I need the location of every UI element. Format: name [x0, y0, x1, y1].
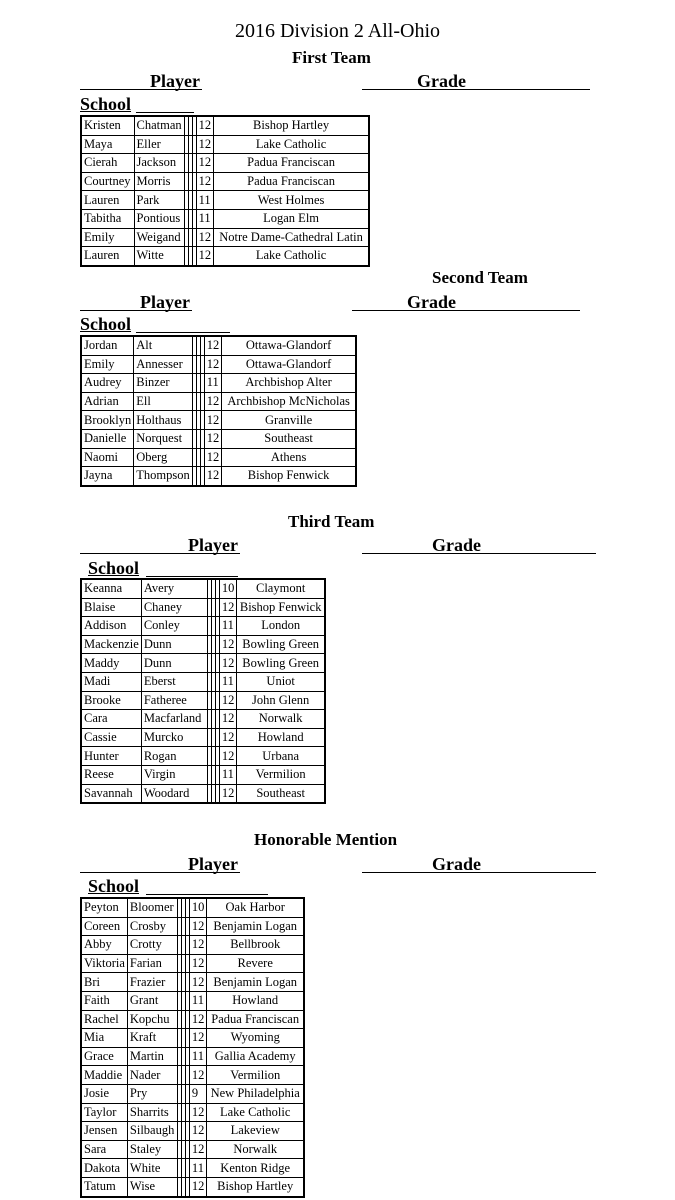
school-header: School: [80, 314, 132, 334]
table-row: [81, 672, 325, 691]
school-cell: Logan Elm: [214, 209, 369, 228]
last-name-cell: Kopchu: [127, 1010, 177, 1029]
section-title-second-team: Second Team: [432, 268, 528, 287]
last-name-cell: Crosby: [127, 917, 177, 936]
school-header: School: [80, 94, 132, 114]
grade-cell: 12: [196, 116, 214, 135]
grade-cell: 12: [196, 135, 214, 154]
school-cell: Granville: [222, 411, 356, 430]
first-name-cell: Audrey: [81, 374, 134, 393]
grade-cell: 12: [189, 1103, 207, 1122]
last-name-cell: Park: [134, 191, 184, 210]
school-cell: Claymont: [237, 579, 325, 598]
last-name-cell: Dunn: [141, 654, 207, 673]
school-cell: Notre Dame-Cathedral Latin: [214, 228, 369, 247]
school-cell: Vermilion: [207, 1066, 304, 1085]
table-row: [81, 172, 369, 191]
first-name-cell: Addison: [81, 617, 141, 636]
section-title-third-team: Third Team: [288, 512, 375, 531]
school-cell: Bishop Hartley: [214, 116, 369, 135]
school-cell: Bishop Fenwick: [222, 467, 356, 486]
school-cell: Lake Catholic: [207, 1103, 304, 1122]
last-name-cell: Virgin: [141, 765, 207, 784]
grade-cell: 12: [189, 1010, 207, 1029]
player-header: Player: [150, 71, 200, 91]
third-team-table: [80, 578, 326, 804]
last-name-cell: Pontious: [134, 209, 184, 228]
last-name-cell: Eller: [134, 135, 184, 154]
first-name-cell: Bri: [81, 973, 127, 992]
grade-header: Grade: [407, 292, 456, 312]
grade-cell: 12: [189, 917, 207, 936]
table-row: [81, 1047, 304, 1066]
first-name-cell: Cara: [81, 710, 141, 729]
table-row: [81, 392, 356, 411]
first-name-cell: Emily: [81, 228, 134, 247]
last-name-cell: Thompson: [134, 467, 192, 486]
first-name-cell: Grace: [81, 1047, 127, 1066]
table-row: [81, 765, 325, 784]
first-name-cell: Lauren: [81, 247, 134, 266]
table-row: [81, 336, 356, 355]
school-cell: Norwalk: [207, 1140, 304, 1159]
first-name-cell: Emily: [81, 355, 134, 374]
table-row: [81, 1084, 304, 1103]
grade-cell: 12: [189, 1066, 207, 1085]
player-header: Player: [188, 854, 238, 874]
grade-cell: 12: [204, 336, 222, 355]
school-header-underline: [136, 331, 230, 333]
grade-cell: 11: [204, 374, 222, 393]
first-name-cell: Madi: [81, 672, 141, 691]
grade-cell: 12: [204, 411, 222, 430]
school-cell: Bellbrook: [207, 936, 304, 955]
first-name-cell: Taylor: [81, 1103, 127, 1122]
school-cell: Oak Harbor: [207, 898, 304, 917]
table-row: [81, 954, 304, 973]
grade-cell: 12: [219, 747, 237, 766]
first-name-cell: Naomi: [81, 448, 134, 467]
player-header: Player: [188, 535, 238, 555]
grade-cell: 11: [219, 765, 237, 784]
grade-cell: 12: [219, 710, 237, 729]
grade-header: Grade: [432, 854, 481, 874]
first-name-cell: Jayna: [81, 467, 134, 486]
last-name-cell: Staley: [127, 1140, 177, 1159]
school-cell: Revere: [207, 954, 304, 973]
last-name-cell: Alt: [134, 336, 192, 355]
last-name-cell: Oberg: [134, 448, 192, 467]
school-cell: Uniot: [237, 672, 325, 691]
school-header-underline: [146, 893, 268, 895]
last-name-cell: Conley: [141, 617, 207, 636]
table-row: [81, 154, 369, 173]
grade-cell: 12: [219, 598, 237, 617]
school-cell: Lake Catholic: [214, 135, 369, 154]
school-cell: West Holmes: [214, 191, 369, 210]
table-row: [81, 710, 325, 729]
grade-cell: 12: [204, 448, 222, 467]
last-name-cell: Grant: [127, 991, 177, 1010]
first-name-cell: Brooke: [81, 691, 141, 710]
table-row: [81, 374, 356, 393]
section-title-first-team: First Team: [292, 48, 371, 67]
grade-cell: 12: [219, 635, 237, 654]
table-row: [81, 209, 369, 228]
grade-cell: 12: [196, 154, 214, 173]
first-name-cell: Blaise: [81, 598, 141, 617]
last-name-cell: Eberst: [141, 672, 207, 691]
school-header: School: [88, 558, 140, 578]
first-name-cell: Coreen: [81, 917, 127, 936]
first-name-cell: Mia: [81, 1029, 127, 1048]
last-name-cell: Wise: [127, 1177, 177, 1196]
table-row: [81, 1103, 304, 1122]
school-cell: Archbishop McNicholas: [222, 392, 356, 411]
grade-cell: 11: [219, 672, 237, 691]
school-cell: Padua Franciscan: [214, 154, 369, 173]
last-name-cell: Witte: [134, 247, 184, 266]
last-name-cell: Chaney: [141, 598, 207, 617]
last-name-cell: Annesser: [134, 355, 192, 374]
grade-cell: 12: [219, 784, 237, 803]
grade-cell: 12: [196, 172, 214, 191]
school-cell: Bishop Hartley: [207, 1177, 304, 1196]
table-row: [81, 116, 369, 135]
table-row: [81, 579, 325, 598]
last-name-cell: Frazier: [127, 973, 177, 992]
table-row: [81, 1010, 304, 1029]
table-row: [81, 1066, 304, 1085]
school-cell: Southeast: [237, 784, 325, 803]
table-row: [81, 691, 325, 710]
last-name-cell: Fatheree: [141, 691, 207, 710]
first-name-cell: Faith: [81, 991, 127, 1010]
last-name-cell: Silbaugh: [127, 1122, 177, 1141]
school-cell: John Glenn: [237, 691, 325, 710]
last-name-cell: Ell: [134, 392, 192, 411]
grade-cell: 11: [189, 991, 207, 1010]
section-title-honorable-mention: Honorable Mention: [254, 830, 398, 849]
school-cell: Wyoming: [207, 1029, 304, 1048]
grade-header-underline: [362, 88, 590, 90]
table-row: [81, 728, 325, 747]
school-cell: Kenton Ridge: [207, 1159, 304, 1178]
grade-cell: 12: [196, 228, 214, 247]
last-name-cell: Pry: [127, 1084, 177, 1103]
grade-cell: 12: [204, 467, 222, 486]
first-name-cell: Tatum: [81, 1177, 127, 1196]
school-cell: Padua Franciscan: [214, 172, 369, 191]
last-name-cell: White: [127, 1159, 177, 1178]
table-row: [81, 917, 304, 936]
table-row: [81, 898, 304, 917]
grade-cell: 12: [204, 392, 222, 411]
grade-header: Grade: [417, 71, 466, 91]
table-row: [81, 1029, 304, 1048]
last-name-cell: Woodard: [141, 784, 207, 803]
last-name-cell: Macfarland: [141, 710, 207, 729]
table-row: [81, 936, 304, 955]
table-row: [81, 973, 304, 992]
grade-cell: 12: [189, 973, 207, 992]
school-cell: Lake Catholic: [214, 247, 369, 266]
last-name-cell: Chatman: [134, 116, 184, 135]
grade-cell: 12: [189, 1140, 207, 1159]
first-name-cell: Rachel: [81, 1010, 127, 1029]
first-name-cell: Cierah: [81, 154, 134, 173]
table-row: [81, 247, 369, 266]
school-cell: Bishop Fenwick: [237, 598, 325, 617]
first-name-cell: Cassie: [81, 728, 141, 747]
school-cell: Vermilion: [237, 765, 325, 784]
first-name-cell: Dakota: [81, 1159, 127, 1178]
grade-header: Grade: [432, 535, 481, 555]
school-cell: Gallia Academy: [207, 1047, 304, 1066]
school-cell: Howland: [207, 991, 304, 1010]
first-name-cell: Mackenzie: [81, 635, 141, 654]
first-name-cell: Maya: [81, 135, 134, 154]
school-header-underline: [136, 111, 194, 113]
first-name-cell: Savannah: [81, 784, 141, 803]
first-name-cell: Maddie: [81, 1066, 127, 1085]
last-name-cell: Binzer: [134, 374, 192, 393]
table-row: [81, 228, 369, 247]
first-name-cell: Hunter: [81, 747, 141, 766]
school-cell: London: [237, 617, 325, 636]
grade-cell: 12: [219, 654, 237, 673]
school-cell: Howland: [237, 728, 325, 747]
school-cell: Lakeview: [207, 1122, 304, 1141]
grade-cell: 11: [196, 209, 214, 228]
first-name-cell: Jensen: [81, 1122, 127, 1141]
grade-cell: 12: [189, 954, 207, 973]
school-cell: Ottawa-Glandorf: [222, 355, 356, 374]
school-header-underline: [146, 575, 238, 577]
grade-cell: 12: [219, 728, 237, 747]
grade-cell: 11: [189, 1047, 207, 1066]
last-name-cell: Nader: [127, 1066, 177, 1085]
grade-cell: 11: [219, 617, 237, 636]
table-row: [81, 784, 325, 803]
table-row: [81, 1122, 304, 1141]
grade-cell: 12: [189, 1177, 207, 1196]
first-name-cell: Kristen: [81, 116, 134, 135]
table-row: [81, 467, 356, 486]
grade-cell: 12: [204, 429, 222, 448]
table-row: [81, 355, 356, 374]
grade-cell: 12: [204, 355, 222, 374]
grade-cell: 11: [196, 191, 214, 210]
table-row: [81, 135, 369, 154]
second-team-table: [80, 335, 357, 487]
last-name-cell: Crotty: [127, 936, 177, 955]
table-row: [81, 448, 356, 467]
last-name-cell: Kraft: [127, 1029, 177, 1048]
table-row: [81, 191, 369, 210]
table-row: [81, 1140, 304, 1159]
last-name-cell: Weigand: [134, 228, 184, 247]
grade-cell: 12: [189, 936, 207, 955]
school-cell: Bowling Green: [237, 635, 325, 654]
school-cell: Athens: [222, 448, 356, 467]
first-name-cell: Josie: [81, 1084, 127, 1103]
grade-cell: 9: [189, 1084, 207, 1103]
last-name-cell: Sharrits: [127, 1103, 177, 1122]
first-name-cell: Viktoria: [81, 954, 127, 973]
grade-cell: 11: [189, 1159, 207, 1178]
last-name-cell: Rogan: [141, 747, 207, 766]
grade-cell: 12: [196, 247, 214, 266]
first-name-cell: Keanna: [81, 579, 141, 598]
school-cell: Archbishop Alter: [222, 374, 356, 393]
table-row: [81, 411, 356, 430]
first-name-cell: Maddy: [81, 654, 141, 673]
table-row: [81, 429, 356, 448]
table-row: [81, 747, 325, 766]
school-cell: Padua Franciscan: [207, 1010, 304, 1029]
last-name-cell: Martin: [127, 1047, 177, 1066]
school-cell: New Philadelphia: [207, 1084, 304, 1103]
school-cell: Southeast: [222, 429, 356, 448]
school-header: School: [88, 876, 140, 896]
first-name-cell: Adrian: [81, 392, 134, 411]
school-cell: Benjamin Logan: [207, 973, 304, 992]
first-name-cell: Courtney: [81, 172, 134, 191]
last-name-cell: Morris: [134, 172, 184, 191]
last-name-cell: Jackson: [134, 154, 184, 173]
first-name-cell: Lauren: [81, 191, 134, 210]
first-name-cell: Brooklyn: [81, 411, 134, 430]
first-name-cell: Peyton: [81, 898, 127, 917]
school-cell: Ottawa-Glandorf: [222, 336, 356, 355]
table-row: [81, 991, 304, 1010]
last-name-cell: Farian: [127, 954, 177, 973]
honorable-mention-table: [80, 897, 305, 1198]
grade-cell: 12: [219, 691, 237, 710]
last-name-cell: Norquest: [134, 429, 192, 448]
last-name-cell: Dunn: [141, 635, 207, 654]
school-cell: Benjamin Logan: [207, 917, 304, 936]
grade-header-underline: [352, 309, 580, 311]
first-name-cell: Sara: [81, 1140, 127, 1159]
table-row: [81, 598, 325, 617]
grade-cell: 12: [189, 1122, 207, 1141]
table-row: [81, 617, 325, 636]
table-row: [81, 1177, 304, 1196]
table-row: [81, 635, 325, 654]
first-team-table: [80, 115, 370, 267]
last-name-cell: Avery: [141, 579, 207, 598]
table-row: [81, 654, 325, 673]
first-name-cell: Tabitha: [81, 209, 134, 228]
grade-cell: 12: [189, 1029, 207, 1048]
school-cell: Norwalk: [237, 710, 325, 729]
last-name-cell: Bloomer: [127, 898, 177, 917]
school-cell: Urbana: [237, 747, 325, 766]
school-cell: Bowling Green: [237, 654, 325, 673]
page-title: 2016 Division 2 All-Ohio: [234, 20, 440, 42]
last-name-cell: Murcko: [141, 728, 207, 747]
first-name-cell: Danielle: [81, 429, 134, 448]
first-name-cell: Jordan: [81, 336, 134, 355]
player-header: Player: [140, 292, 190, 312]
table-row: [81, 1159, 304, 1178]
grade-cell: 10: [189, 898, 207, 917]
first-name-cell: Reese: [81, 765, 141, 784]
last-name-cell: Holthaus: [134, 411, 192, 430]
first-name-cell: Abby: [81, 936, 127, 955]
grade-cell: 10: [219, 579, 237, 598]
